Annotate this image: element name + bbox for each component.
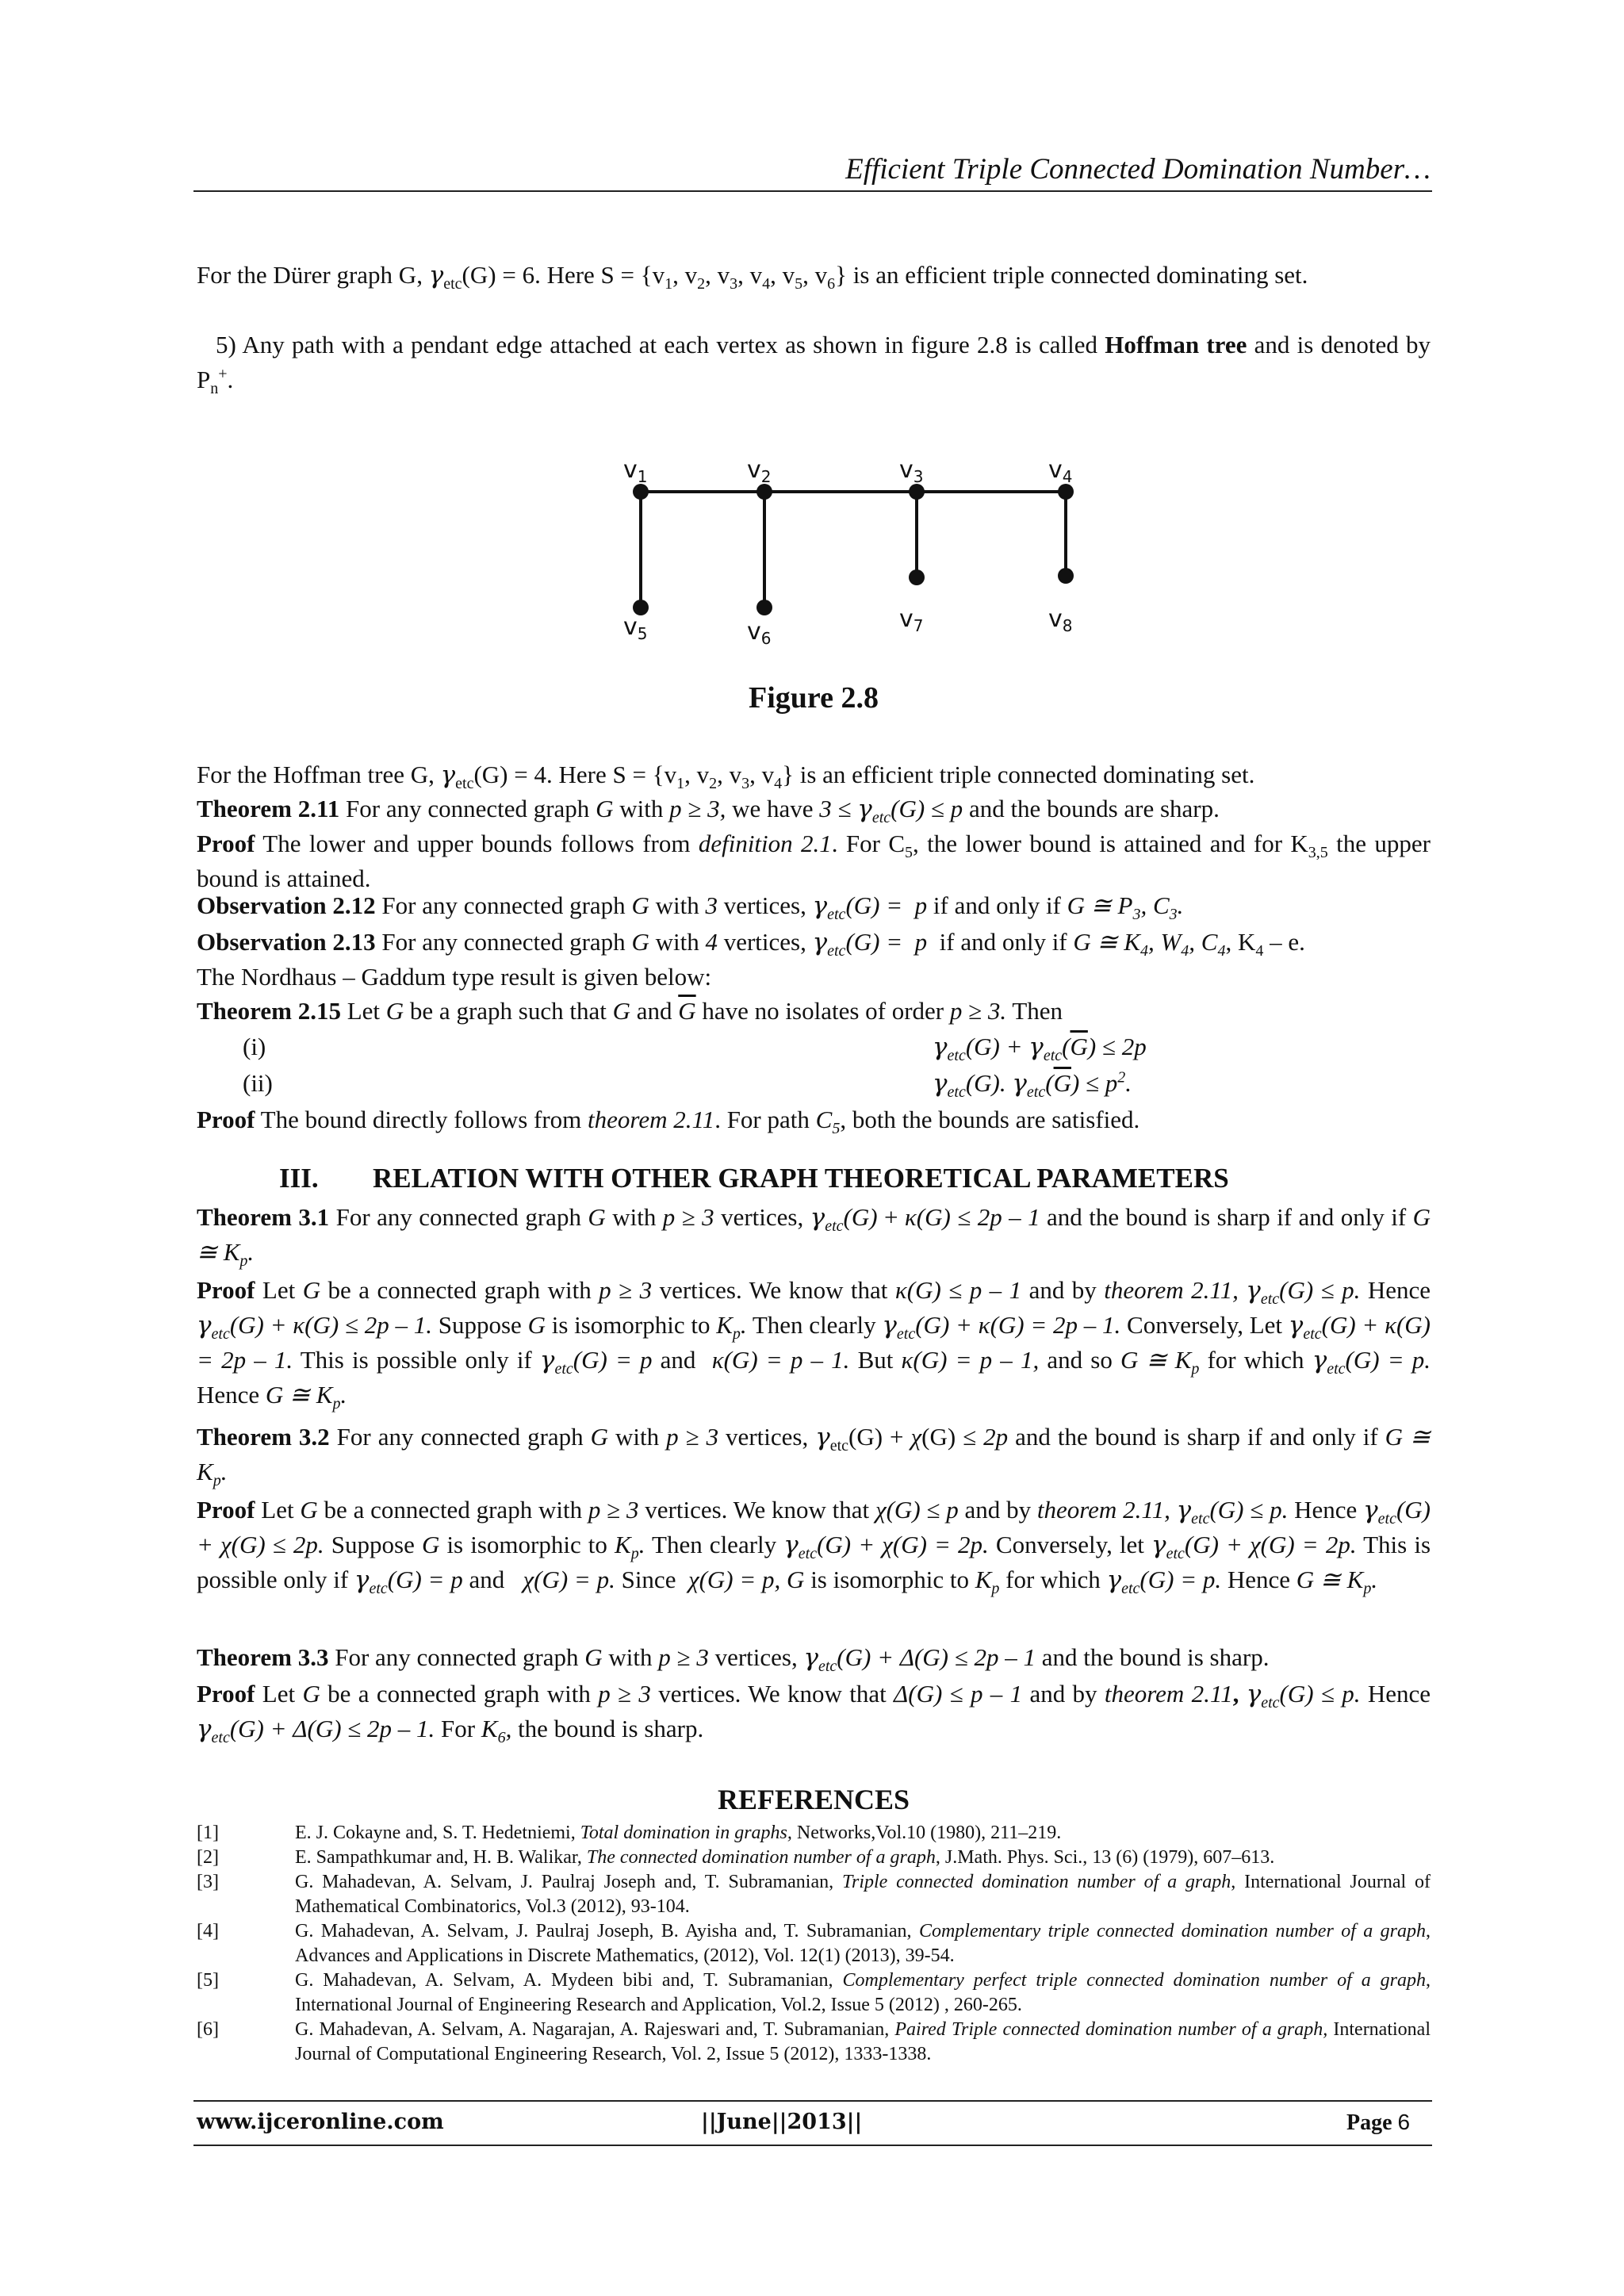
reference-title: Paired Triple connected domination number of a graph, [894,2019,1328,2040]
hoffman-tree-paragraph: For the Hoffman tree G, $\gamma_{etc}(G) = 4$. Here $S = \{v_1$, $v_2$, $v_3$, $v_4$} is an efficient triple connected dominating set. [197,761,1255,793]
reference-source: International Journal of Computational Engineering Research, Vol. 2, Issue 5 (2012), 1333-1338. [295,2019,1431,2064]
reference-number: [2] [197,1847,219,1868]
reference-authors: G. Mahadevan, A. Selvam, J. Paulraj Joseph and, T. Subramanian, [295,1872,842,1892]
reference-text [295,2018,1431,2067]
observation-2-12: Observation 2.12 For any connected graph G with 3 vertices, $\gamma_{etc}(G) = p$ if and only if G ≅ $P_3$, $C_3$. [197,891,1184,924]
theorem-2-15-item-ii-label: (ii) [243,1069,273,1097]
path-vertex [633,484,649,500]
vertex-label: $v_6$ [747,618,772,648]
reference-title: Total domination in graphs, [580,1823,792,1843]
footer-page [1346,2110,1410,2136]
proof-2-11: Proof The lower and upper bounds follows from definition 2.1. For $C_5$, the lower bound is attained and for $K_{3,5}$ the upper bound is attained. [197,830,1431,892]
running-head: Efficient Triple Connected Domination Number… [845,153,1431,186]
path-vertex [756,484,772,500]
proof-3-3: Proof Let G be a connected graph with p ≥ 3 vertices. We know that Δ(G) ≤ p – 1 and by theorem 2.11, $\gamma_{etc}(G) \le p$. Hence $\gamma_{etc}(G) + \Delta(G) \le 2p - 1$. For $K_6$, the bound is sharp. [197,1680,1431,1747]
observation-2-13: Observation 2.13 For any connected graph G with 4 vertices, $\gamma_{etc}(G) = p$ if and only if G ≅ $K_4$, $W_4$, $C_4$, $K_4$ – e. [197,928,1305,960]
proof-2-15: Proof The bound directly follows from theorem 2.11. For path $C_5$, both the bounds are satisfied. [197,1106,1140,1138]
path-vertex [909,484,925,500]
reference-authors: G. Mahadevan, A. Selvam, A. Nagarajan, A. Rajeswari and, T. Subramanian, [295,2019,895,2040]
proof-3-2: Proof Let G be a connected graph with p ≥ 3 vertices. We know that χ(G) ≤ p and by theorem 2.11, $\gamma_{etc}(G) \le p$. Hence $\gamma_{etc}(G) + \chi(G) \le 2p$. Suppose G is isomorphic to $K_p$. Then clearly $\gamma_{etc}(G) + \chi(G) = 2p$. Conversely, let $\gamma_{etc}(G) + \chi(G) = 2p$. This is possible only if $\gamma_{etc}(G) = p$ and χ(G) = p. Since χ(G) = p, G is isomorphic to $K_p$ for which $\gamma_{etc}(G) = p$. Hence G ≅ $K_p$. [197,1496,1431,1598]
vertex-label: $v_7$ [899,605,924,635]
hoffman-tree-definition: 5) Any path with a pendant edge attached at each vertex as shown in figure 2.8 is called Hoffman tree and is denoted by $P_n^+$. [197,331,1431,398]
reference-number: [6] [197,2019,219,2040]
reference-text [295,1919,1431,1968]
vertex-label: $v_4$ [1048,456,1073,486]
footer-page-number: 6 [1397,2110,1411,2134]
reference-title: Triple connected domination number of a graph [841,1872,1231,1892]
pendant-vertex [756,600,772,615]
reference-title: Complementary triple connected domination number of a graph [918,1921,1427,1941]
proof-3-1: Proof Let G be a connected graph with p ≥ 3 vertices. We know that κ(G) ≤ p – 1 and by theorem 2.11, $\gamma_{etc}(G) \le p$. Hence $\gamma_{etc}(G) + \kappa(G) \le 2p - 1$. Suppose G is isomorphic to $K_p$. Then clearly $\gamma_{etc}(G) + \kappa(G) = 2p - 1$. Conversely, Let $\gamma_{etc}(G) + \kappa(G) = 2p - 1$. This is possible only if $\gamma_{etc}(G) = p$ and κ(G) = p – 1. But κ(G) = p – 1, and so G ≅ $K_p$ for which $\gamma_{etc}(G) = p$. Hence G ≅ $K_p$. [197,1276,1431,1413]
reference-number: [5] [197,1970,219,1991]
reference-source: , International Journal of Engineering Research and Application, Vol.2, Issue 5 (2012) , 260-265. [295,1970,1431,2015]
references-title: REFERENCES [717,1784,910,1815]
durer-paragraph: For the Dürer graph G, $\gamma_{etc}(G) = 6$. Here $S = \{v_1$, $v_2$, $v_3$, $v_4$, $v_5$, $v_6$} is an efficient triple connected dominating set. [197,261,1308,293]
reference-number: [4] [197,1921,219,1941]
footer-issue: ||June||2013|| [701,2110,863,2134]
reference-text [295,1821,1431,1846]
reference-authors: E. Sampathkumar and, H. B. Walikar, [295,1847,587,1868]
footer-website: www.ijceronline.com [197,2110,444,2134]
reference-authors: E. J. Cokayne and, S. T. Hedetniemi, [295,1823,580,1843]
theorem-2-11: Theorem 2.11 For any connected graph G with p ≥ 3, we have $3 \le \gamma_{etc}(G) \le p$ and the bounds are sharp. [197,795,1220,827]
reference-title: Complementary perfect triple connected domination number of a graph [842,1970,1426,1991]
reference-source: Networks,Vol.10 (1980), 211–219. [791,1823,1062,1843]
section-heading [279,1163,1229,1194]
footer-rule-top [193,2100,1432,2102]
vertex-label: $v_2$ [747,456,772,486]
vertex-label: $v_8$ [1048,605,1073,635]
nordhaus-gaddum-intro: The Nordhaus – Gaddum type result is given below: [197,963,712,991]
reference-text [295,1846,1431,1870]
section-number: III. [279,1163,319,1194]
reference-number: [3] [197,1872,219,1892]
header-rule [193,190,1432,192]
vertex-label: $v_3$ [899,456,924,486]
theorem-3-1: Theorem 3.1 For any connected graph G with p ≥ 3 vertices, $\gamma_{etc}(G) + \kappa(G) \le 2p - 1$ and the bound is sharp if and only if G ≅ $K_p$. [197,1203,1431,1271]
reference-source: , International Journal of Mathematical Combinatorics, Vol.3 (2012), 93-104. [295,1872,1431,1917]
vertex-label: $v_5$ [623,613,648,643]
reference-authors: G. Mahadevan, A. Selvam, J. Paulraj Joseph, B. Ayisha and, T. Subramanian, [295,1921,919,1941]
reference-text [295,1968,1431,2018]
hoffman-tree-figure [603,452,1094,648]
reference-title: The connected domination number of a graph [586,1847,936,1868]
vertex-label: $v_1$ [623,456,648,486]
theorem-3-3: Theorem 3.3 For any connected graph G with p ≥ 3 vertices, $\gamma_{etc}(G) + \Delta(G) \le 2p - 1$ and the bound is sharp. [197,1643,1270,1676]
reference-authors: G. Mahadevan, A. Selvam, A. Mydeen bibi and, T. Subramanian, [295,1970,843,1991]
pendant-vertex [909,569,925,585]
reference-source: , J.Math. Phys. Sci., 13 (6) (1979), 607–613. [935,1847,1275,1868]
path-vertex [1058,484,1074,500]
reference-text [295,1870,1431,1919]
reference-source: , Advances and Applications in Discrete Mathematics, (2012), Vol. 12(1) (2013), 39-54. [295,1921,1431,1966]
theorem-3-2: Theorem 3.2 For any connected graph G with p ≥ 3 vertices, $\gamma_{etc}(G) + \chi(G) \le 2p$ and the bound is sharp if and only if G ≅ $K_p$. [197,1423,1431,1490]
theorem-2-15-item-i: $\gamma_{etc}(G) + \gamma_{etc}(\overline{G}) \le 2p$ [933,1033,1147,1065]
figure-caption: Figure 2.8 [749,681,879,715]
footer-page-label: Page [1346,2110,1398,2135]
theorem-2-15-item-ii: $\gamma_{etc}(G)$. $\gamma_{etc}(\overline{G}) \le p^2$. [933,1068,1132,1102]
footer-rule-bottom [193,2145,1432,2146]
section-title: RELATION WITH OTHER GRAPH THEORETICAL PARAMETERS [373,1163,1229,1194]
theorem-2-15-item-i-label: (i) [243,1033,266,1060]
theorem-2-15: Theorem 2.15 Let G be a graph such that G and $\overline{G}$ have no isolates of order p ≥ 3. Then [197,997,1063,1025]
pendant-vertex [1058,568,1074,584]
reference-number: [1] [197,1823,219,1843]
